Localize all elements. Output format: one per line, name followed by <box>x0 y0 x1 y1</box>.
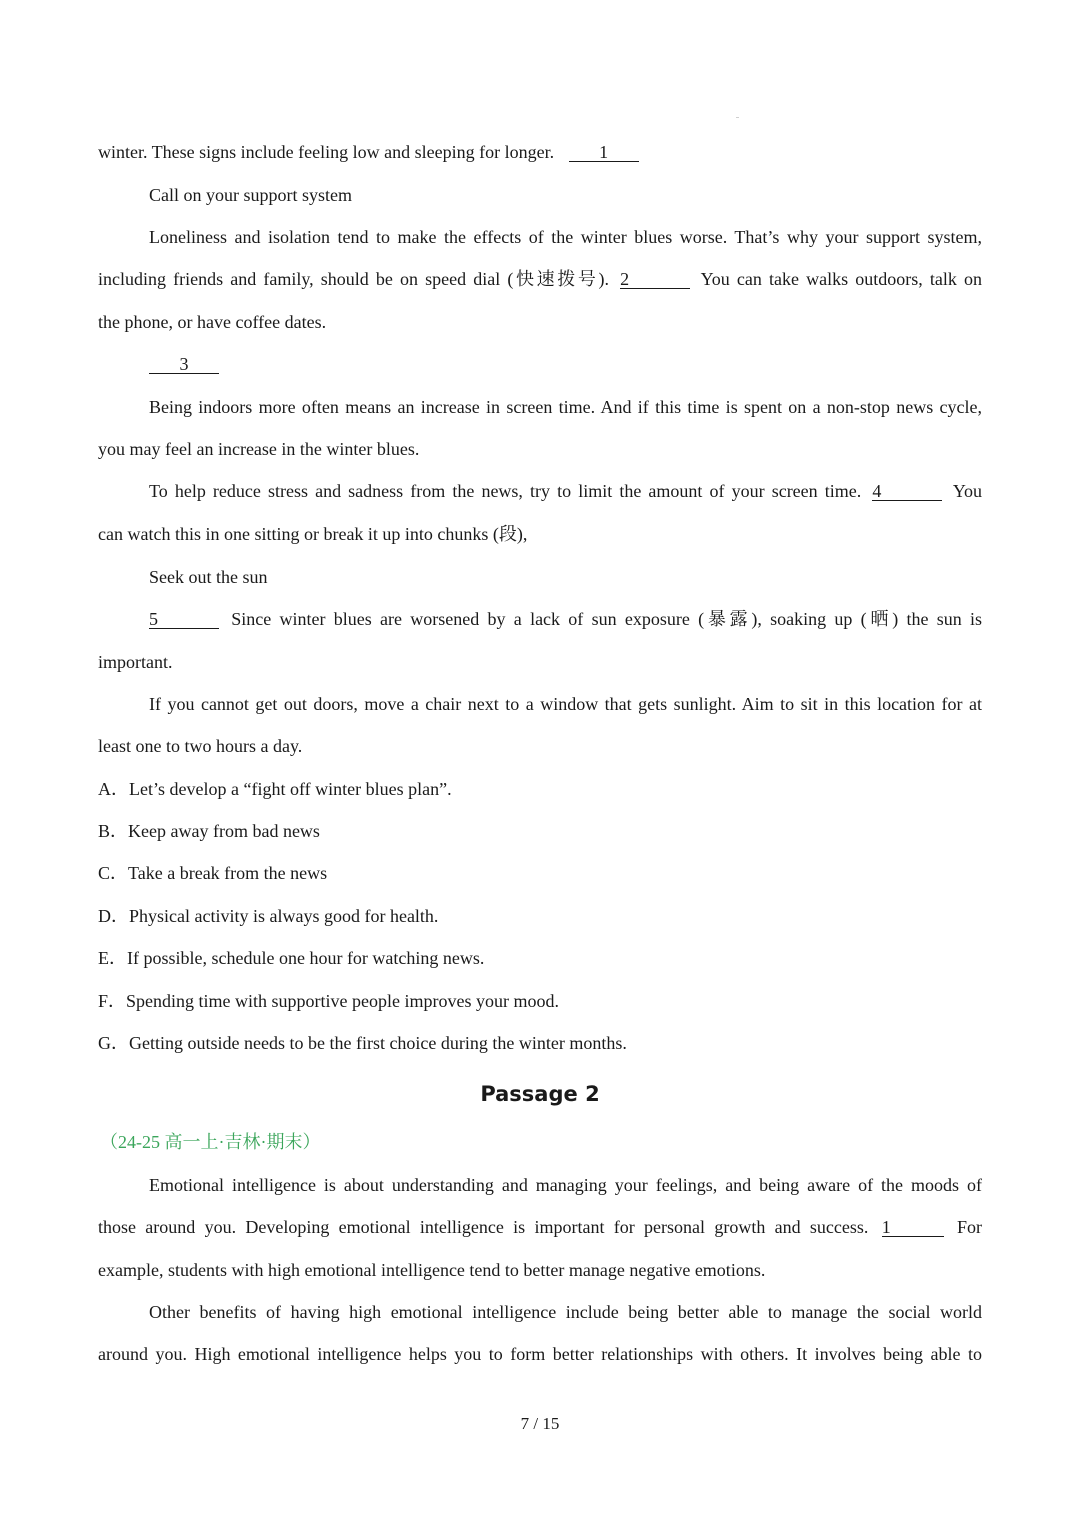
section-heading-support: Call on your support system <box>149 185 352 205</box>
answer-blank-1[interactable]: 1 <box>569 143 639 162</box>
paragraph-line: can watch this in one sitting or break it up into chunks (段), <box>98 524 528 544</box>
paragraph-line <box>149 608 982 630</box>
passage-source: （24-25 高一上·吉林·期末） <box>100 1132 321 1152</box>
option-f: F．Spending time with supportive people improves your mood. <box>98 991 559 1011</box>
paragraph-line: If you cannot get out doors, move a chair next to a window that gets sunlight. Aim to sit in this location for at <box>149 694 982 714</box>
paragraph-line: around you. High emotional intelligence helps you to form better relationships with others. It involves being able to <box>98 1344 982 1364</box>
paragraph-line: example, students with high emotional intelligence tend to better manage negative emotions. <box>98 1260 766 1280</box>
option-d: D．Physical activity is always good for health. <box>98 906 439 926</box>
option-a: A．Let’s develop a “fight off winter blues plan”. <box>98 779 452 799</box>
paragraph-line: Being indoors more often means an increase in screen time. And if this time is spent on a non-stop news cycle, <box>149 397 982 417</box>
paragraph-line: Loneliness and isolation tend to make the effects of the winter blues worse. That’s why your support system, <box>149 227 982 247</box>
paragraph-line: important. <box>98 652 173 672</box>
text: For <box>956 1217 982 1237</box>
page-number: 7 / 15 <box>520 1414 560 1433</box>
text: You can take walks outdoors, talk on <box>700 269 983 289</box>
paragraph-line: the phone, or have coffee dates. <box>98 312 327 332</box>
answer-blank-3[interactable]: 3 <box>149 355 219 374</box>
paragraph-line: least one to two hours a day. <box>98 736 303 756</box>
paragraph-line: Other benefits of having high emotional intelligence include being better able to manage the social world <box>149 1302 982 1322</box>
paragraph-line: you may feel an increase in the winter blues. <box>98 439 420 459</box>
answer-blank-p2-1[interactable]: 1 <box>882 1218 944 1237</box>
answer-blank-5[interactable]: 5 <box>149 610 219 629</box>
paragraph-line <box>98 1216 982 1238</box>
text: Since winter blues are worsened by a lack of sun exposure (暴露), soaking up (晒) the sun is <box>231 609 983 629</box>
option-e: E．If possible, schedule one hour for watching news. <box>98 948 485 968</box>
answer-blank-2[interactable]: 2 <box>620 270 690 289</box>
scan-speck <box>736 117 739 118</box>
text: winter. These signs include feeling low and sleeping for longer. <box>98 142 555 162</box>
section-heading-blank <box>149 353 219 375</box>
text: You <box>952 481 983 501</box>
answer-blank-4[interactable]: 4 <box>872 482 942 501</box>
paragraph-line <box>149 480 982 502</box>
paragraph-line <box>98 141 643 163</box>
passage-title: Passage 2 <box>480 1082 600 1106</box>
option-b: B．Keep away from bad news <box>98 821 320 841</box>
section-heading-sun: Seek out the sun <box>149 567 268 587</box>
text: including friends and family, should be on speed dial (快速拨号). <box>98 269 609 289</box>
text: To help reduce stress and sadness from the news, try to limit the amount of your screen time. <box>149 481 862 501</box>
text: those around you. Developing emotional intelligence is important for personal growth and success. <box>98 1217 869 1237</box>
paragraph-line <box>98 268 982 290</box>
option-g: G．Getting outside needs to be the first choice during the winter months. <box>98 1033 627 1053</box>
paragraph-line: Emotional intelligence is about understanding and managing your feelings, and being aware of the moods of <box>149 1175 982 1195</box>
option-c: C．Take a break from the news <box>98 863 328 883</box>
